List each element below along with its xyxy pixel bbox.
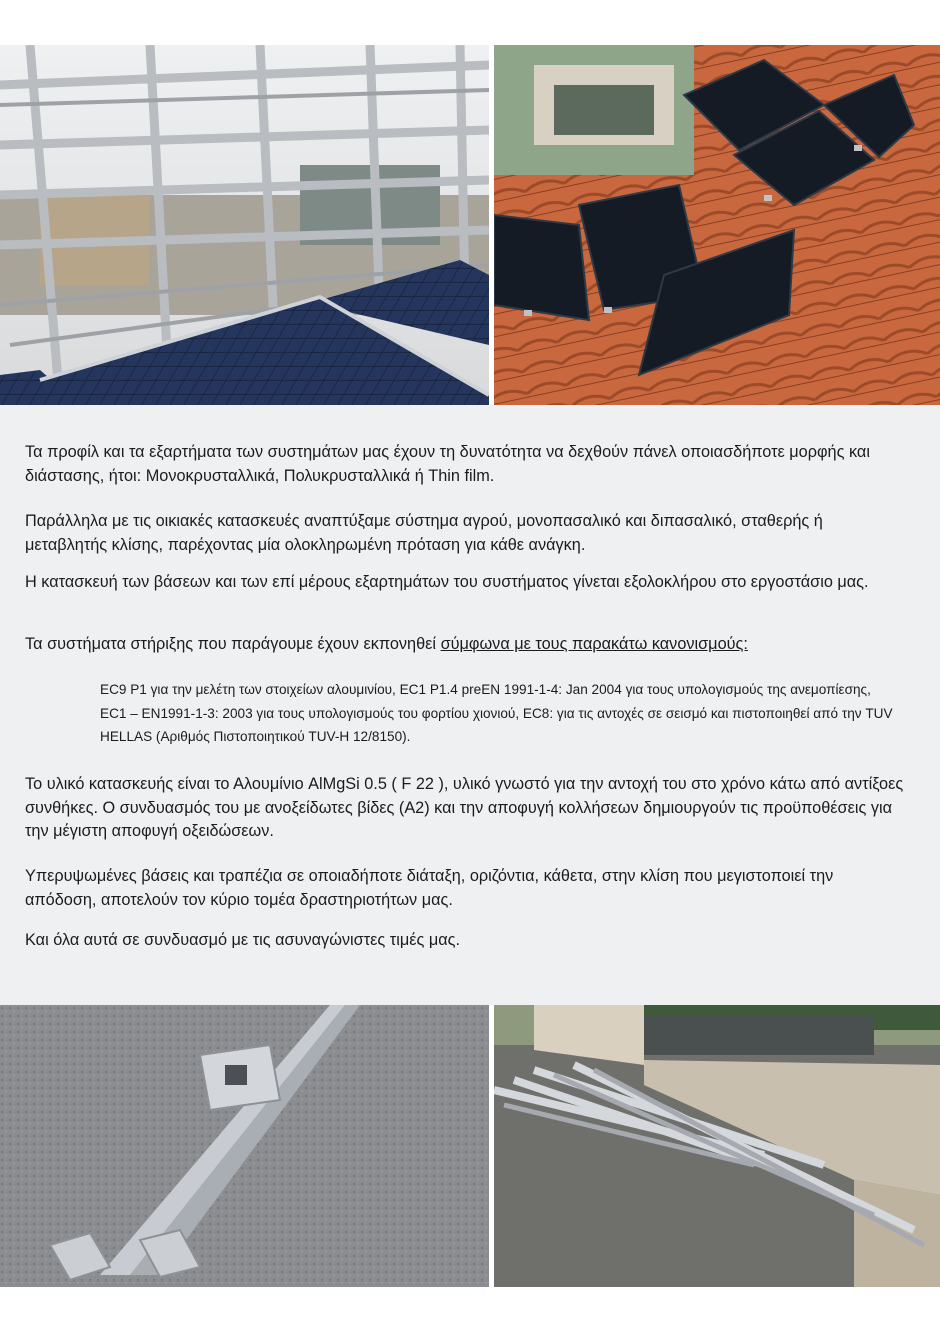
photo-aluminium-rail: [0, 1005, 489, 1287]
photo-roof-panels: [494, 45, 940, 405]
standards-intro-underlined: σύμφωνα με τους παρακάτω κανονισμούς:: [440, 635, 748, 653]
paragraph-manufacturing: Η κατασκευή των βάσεων και των επί μέρους εξαρτημάτων του συστήματος γίνεται εξολοκλήρου στο εργοστάσιο μας.: [25, 573, 869, 591]
photo-frame-and-panels: [0, 45, 489, 405]
paragraph-standards-intro: [25, 633, 905, 657]
paragraph-prices: Και όλα αυτά σε συνδυασμό με τις ασυναγώνιστες τιμές μας.: [25, 931, 460, 949]
paragraph-standards-list: EC9 P1 για την μελέτη των στοιχείων αλουμινίου, EC1 P1.4 preEN 1991-1-4: Jan 2004 για τους υπολογισμούς της ανεμοπίεσης, EC1 – EN1991-1-3: 2003 για τους υπολογισμούς του φορτίου χιονιού, EC8: για τις αντοχές σε σεισμό και πιστοποιηθεί από την TUV HELLAS (Αριθμός Πιστοποιητικού TUV-H 12/8150).: [100, 682, 893, 744]
photo-terrace-profiles: [494, 1005, 940, 1287]
description-panel: [0, 405, 940, 1005]
paragraph-raised-bases: Υπερυψωμένες βάσεις και τραπέζια σε οποιαδήποτε διάταξη, οριζόντια, κάθετα, στην κλίση που μεγιστοποιεί την απόδοση, αποτελούν τον κύριο τομέα δραστηριοτήτων μας.: [25, 867, 834, 909]
paragraph-field-systems: Παράλληλα με τις οικιακές κατασκευές αναπτύξαμε σύστημα αγρού, μονοπασαλικό και διπασαλικό, σταθερής ή μεταβλητής κλίσης, παρέχοντας μία ολοκληρωμένη πρόταση για κάθε ανάγκη.: [25, 512, 823, 554]
standards-intro-text: Τα συστήματα στήριξης που παράγουμε έχουν εκπονηθεί: [25, 635, 441, 653]
paragraph-panel-compatibility: Τα προφίλ και τα εξαρτήματα των συστημάτων μας έχουν τη δυνατότητα να δεχθούν πάνελ οποιασδήποτε μορφής και διάστασης, ήτοι: Μονοκρυσταλλικά, Πολυκρυσταλλικά ή Thin film.: [25, 443, 870, 485]
paragraph-material: Το υλικό κατασκευής είναι το Αλουμίνιο AlMgSi 0.5 ( F 22 ), υλικό γνωστό για την αντοχή του στο χρόνο κάτω από αντίξοες συνθήκες. Ο συνδυασμός του με ανοξείδωτες βίδες (A2) και την αποφυγή κολλήσεων δημιουργούν τις προϋποθέσεις για την μέγιστη αποφυγή οξειδώσεων.: [25, 775, 904, 840]
